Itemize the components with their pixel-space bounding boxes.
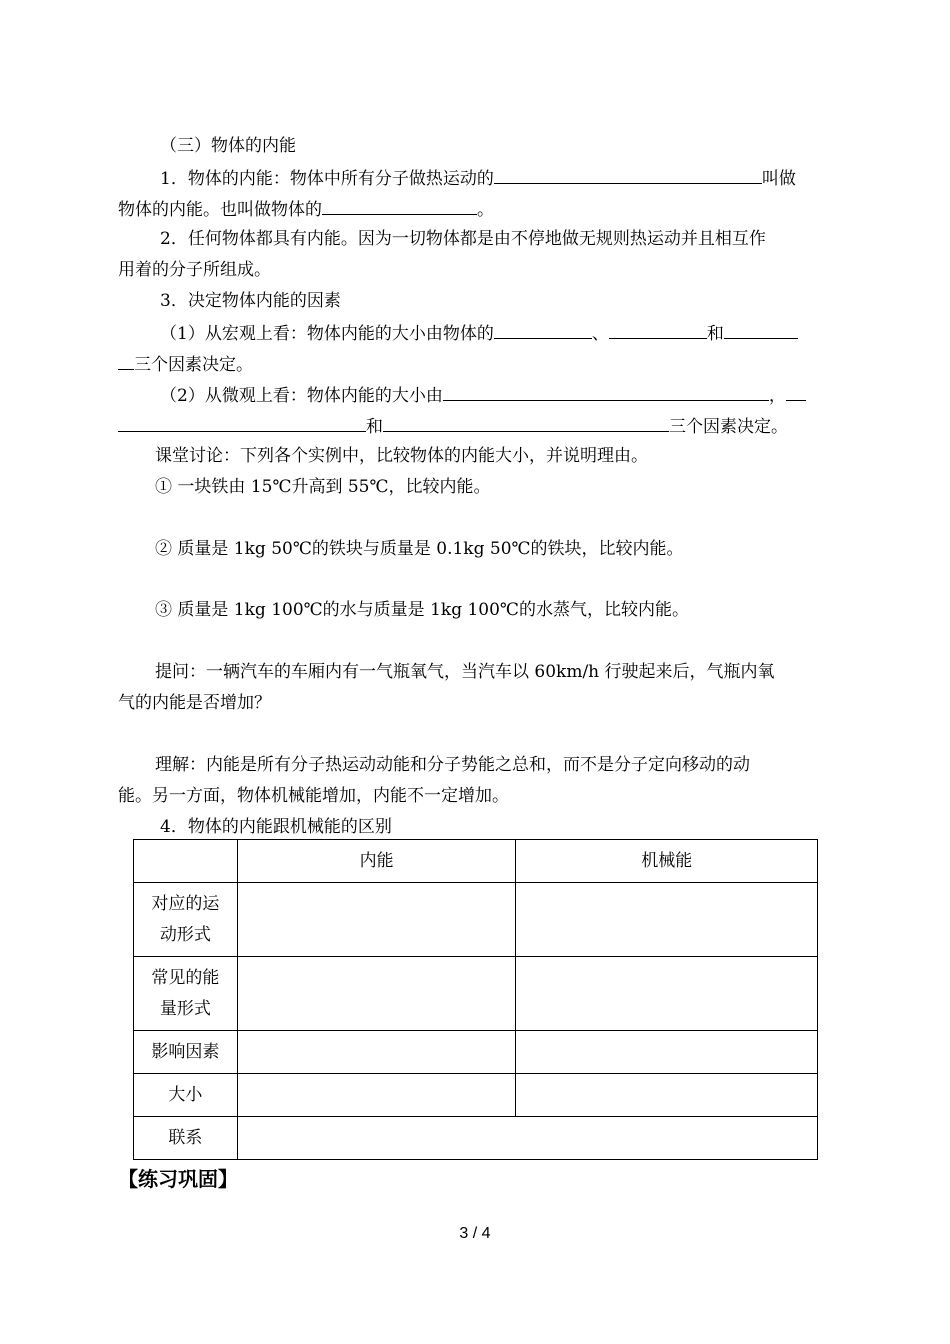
discussion-prompt: 课堂讨论：下列各个实例中，比较物体的内能大小，并说明理由。: [155, 446, 648, 466]
understanding-line-2: 能。另一方面，物体机械能增加，内能不一定增加。: [118, 786, 509, 806]
table-row: [134, 1074, 818, 1117]
paragraph-6: 4．物体的内能跟机械能的区别: [160, 817, 392, 837]
p5-sep-1: ，: [768, 386, 786, 406]
paragraph-4-line-2: [118, 351, 253, 377]
example-2: ② 质量是 1kg 50℃的铁块与质量是 0.1kg 50℃的铁块，比较内能。: [155, 539, 684, 559]
table-header-internal-energy: 内能: [237, 840, 516, 883]
fill-blank: [494, 320, 592, 339]
paragraph-2-line-2: 用着的分子所组成。: [118, 260, 271, 280]
table-cell: [516, 1031, 818, 1074]
table-row: [134, 883, 818, 957]
table-row: [134, 1117, 818, 1160]
table-cell: [237, 883, 516, 957]
p5-text-c: 三个因素决定。: [669, 417, 788, 437]
fill-blank: [609, 320, 707, 339]
table-row: [134, 1031, 818, 1074]
table-cell: [134, 840, 238, 883]
table-cell: [237, 1074, 516, 1117]
p1-text-c: 物体的内能。也叫做物体的: [118, 200, 322, 220]
row-label-energy-form: [134, 957, 238, 1031]
row-label-line: 对应的运: [151, 893, 220, 914]
fill-blank: [118, 413, 366, 432]
example-1: ① 一块铁由 15℃升高到 55℃，比较内能。: [155, 477, 491, 497]
paragraph-3: 3．决定物体内能的因素: [160, 291, 341, 311]
row-label-line: 动形式: [159, 924, 211, 945]
row-label-factors: 影响因素: [134, 1031, 238, 1074]
table-row: [134, 957, 818, 1031]
fill-blank: [724, 320, 798, 339]
row-label-motion-form: [134, 883, 238, 957]
p5-text-a: （2）从微观上看：物体内能的大小由: [160, 386, 443, 406]
p4-sep-2: 和: [706, 324, 724, 344]
p4-text-c: 三个因素决定。: [134, 355, 253, 375]
paragraph-1-line-2: [118, 196, 494, 222]
fill-blank: [443, 382, 769, 401]
table-cell: [516, 883, 818, 957]
row-label-relation: 联系: [134, 1117, 238, 1160]
fill-blank: [118, 351, 134, 370]
row-label-line: 量形式: [159, 998, 211, 1019]
table-cell: [516, 1074, 818, 1117]
practice-heading: 【练习巩固】: [118, 1167, 238, 1191]
question-line-2: 气的内能是否增加？: [118, 693, 271, 713]
row-label-magnitude: 大小: [134, 1074, 238, 1117]
fill-blank: [383, 413, 669, 432]
question-line-1: 提问：一辆汽车的车厢内有一气瓶氧气，当汽车以 60km/h 行驶起来后，气瓶内氧: [155, 662, 775, 682]
understanding-line-1: 理解：内能是所有分子热运动动能和分子势能之总和，而不是分子定向移动的动: [155, 755, 750, 775]
fill-blank: [322, 196, 477, 215]
paragraph-5-line-2: [118, 413, 788, 439]
row-label-line: 常见的能: [151, 967, 220, 988]
p4-text-a: （1）从宏观上看：物体内能的大小由物体的: [160, 324, 494, 344]
comparison-table: [133, 839, 818, 1160]
p4-sep-1: 、: [591, 324, 609, 344]
paragraph-5-line-1: [160, 382, 806, 408]
table-header-row: [134, 840, 818, 883]
table-cell: [516, 957, 818, 1031]
fill-blank: [786, 382, 806, 401]
table-header-mechanical-energy: 机械能: [516, 840, 818, 883]
p1-text-a: 1．物体的内能：物体中所有分子做热运动的: [160, 169, 494, 189]
page-number: 3 / 4: [459, 1225, 491, 1242]
paragraph-2-line-1: 2．任何物体都具有内能。因为一切物体都是由不停地做无规则热运动并且相互作: [160, 229, 766, 249]
fill-blank: [494, 165, 762, 184]
example-3: ③ 质量是 1kg 100℃的水与质量是 1kg 100℃的水蒸气，比较内能。: [155, 600, 689, 620]
p1-text-d: 。: [477, 200, 494, 220]
p1-text-b: 叫做: [761, 169, 796, 189]
p5-sep-2: 和: [366, 417, 383, 437]
paragraph-1-line-1: [160, 165, 796, 191]
table-cell: [237, 1031, 516, 1074]
table-cell: [237, 957, 516, 1031]
table-cell-merged: [237, 1117, 817, 1160]
paragraph-4-line-1: [160, 320, 798, 346]
section-title: （三）物体的内能: [160, 136, 296, 156]
